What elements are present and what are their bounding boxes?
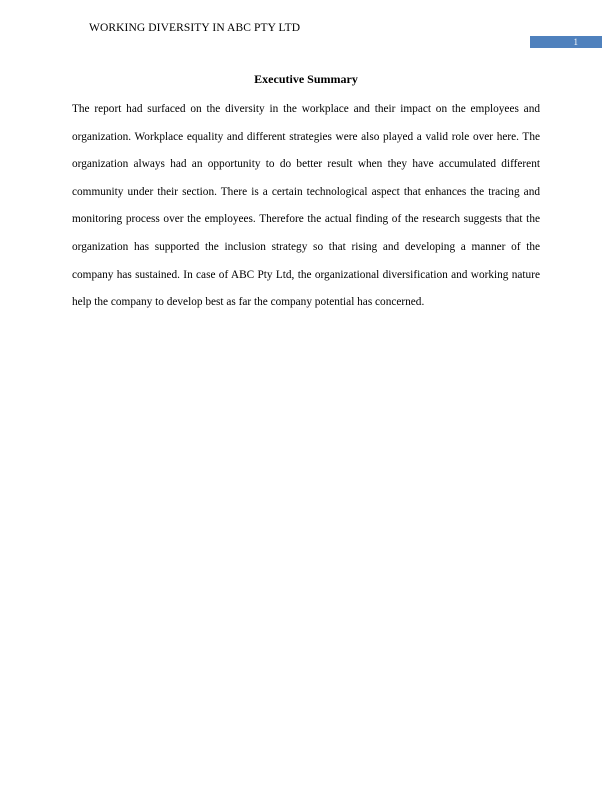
section-title: Executive Summary (254, 72, 358, 86)
page-number-badge: 1 (530, 36, 602, 48)
running-header-title: WORKING DIVERSITY IN ABC PTY LTD (89, 22, 301, 34)
executive-summary-paragraph: The report had surfaced on the diversity in the workplace and their impact on the employees and organization. Workplace equality and different strategies were also played a valid role over here. The organization always had an opportunity to do better result when they have accumulated different community under their section. There is a certain technological aspect that enhances the tracing and monitoring process over the employees. Therefore the actual finding of the research suggests that the organization has supported the inclusion strategy so that rising and developing a manner of the company has sustained. In case of ABC Pty Ltd, the organizational diversification and working nature help the company to develop best as far the company potential has concerned. (72, 103, 540, 309)
